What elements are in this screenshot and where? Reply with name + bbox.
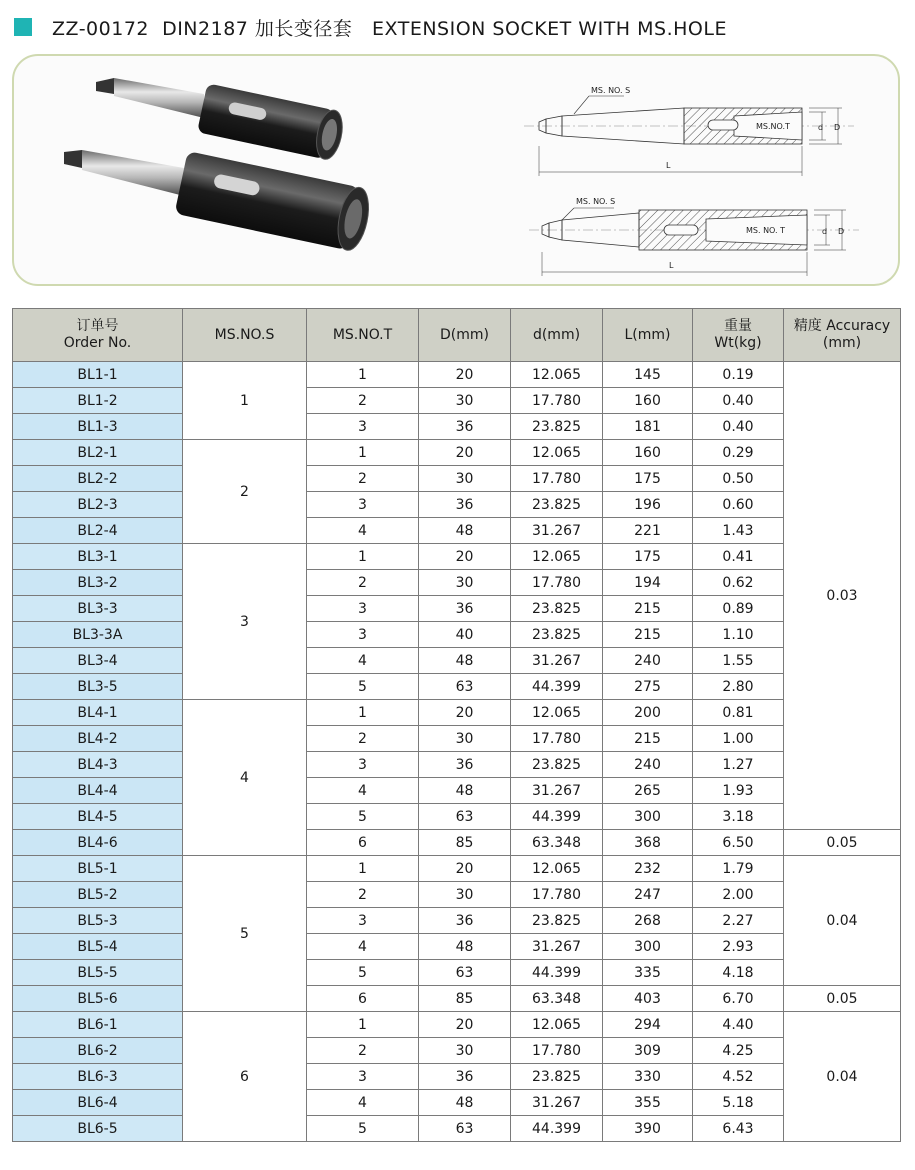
weight-cell: 4.40 [693, 1012, 784, 1038]
order-no-cell: BL6-4 [13, 1090, 183, 1116]
ms-t-cell: 4 [307, 648, 419, 674]
d-cell: 31.267 [511, 648, 603, 674]
D-cell: 48 [419, 648, 511, 674]
d-cell: 17.780 [511, 570, 603, 596]
header-order-no [13, 309, 183, 362]
ms-t-cell: 1 [307, 856, 419, 882]
d-cell: 12.065 [511, 700, 603, 726]
table-row [13, 986, 901, 1012]
ms-s-cell: 2 [183, 440, 307, 544]
order-no-cell: BL1-3 [13, 414, 183, 440]
weight-cell: 4.52 [693, 1064, 784, 1090]
accuracy-cell: 0.03 [784, 362, 901, 830]
weight-cell: 0.19 [693, 362, 784, 388]
L-cell: 355 [603, 1090, 693, 1116]
ms-t-cell: 1 [307, 362, 419, 388]
weight-cell: 0.41 [693, 544, 784, 570]
table-row [13, 1116, 901, 1142]
table-row [13, 1012, 901, 1038]
order-no-cell: BL4-1 [13, 700, 183, 726]
D-cell: 30 [419, 1038, 511, 1064]
L-cell: 181 [603, 414, 693, 440]
D-cell: 20 [419, 856, 511, 882]
D-cell: 85 [419, 986, 511, 1012]
D-cell: 63 [419, 804, 511, 830]
d-cell: 23.825 [511, 752, 603, 778]
table-row [13, 466, 901, 492]
table-row [13, 362, 901, 388]
weight-cell: 1.79 [693, 856, 784, 882]
order-no-cell: BL3-1 [13, 544, 183, 570]
d-cell: 63.348 [511, 830, 603, 856]
ms-t-cell: 3 [307, 622, 419, 648]
ms-t-cell: 4 [307, 1090, 419, 1116]
bottom-length-label: L [669, 261, 674, 270]
D-cell: 36 [419, 908, 511, 934]
weight-cell: 0.89 [693, 596, 784, 622]
page-title: ZZ-00172 DIN2187 加长变径套 EXTENSION SOCKET WITH MS.HOLE [52, 17, 727, 40]
ms-s-cell: 5 [183, 856, 307, 1012]
L-cell: 240 [603, 752, 693, 778]
small-socket-photo [96, 78, 346, 162]
weight-cell: 2.27 [693, 908, 784, 934]
D-cell: 36 [419, 596, 511, 622]
D-cell: 63 [419, 960, 511, 986]
L-cell: 390 [603, 1116, 693, 1142]
order-no-cell: BL5-2 [13, 882, 183, 908]
table-row [13, 778, 901, 804]
order-no-cell: BL3-4 [13, 648, 183, 674]
D-cell: 30 [419, 570, 511, 596]
weight-cell: 1.27 [693, 752, 784, 778]
accuracy-cell: 0.05 [784, 830, 901, 856]
order-no-cell: BL5-1 [13, 856, 183, 882]
weight-cell: 4.18 [693, 960, 784, 986]
weight-cell: 6.50 [693, 830, 784, 856]
d-cell: 12.065 [511, 1012, 603, 1038]
ms-t-cell: 6 [307, 830, 419, 856]
ms-t-cell: 3 [307, 908, 419, 934]
ms-t-cell: 2 [307, 466, 419, 492]
L-cell: 215 [603, 726, 693, 752]
table-row [13, 544, 901, 570]
D-cell: 63 [419, 674, 511, 700]
table-row [13, 1090, 901, 1116]
ms-t-cell: 5 [307, 804, 419, 830]
table-body [13, 362, 901, 1142]
weight-cell: 0.40 [693, 414, 784, 440]
D-cell: 30 [419, 726, 511, 752]
accuracy-cell: 0.05 [784, 986, 901, 1012]
order-no-cell: BL2-4 [13, 518, 183, 544]
L-cell: 309 [603, 1038, 693, 1064]
table-row [13, 622, 901, 648]
ms-t-cell: 2 [307, 726, 419, 752]
order-no-cell: BL6-2 [13, 1038, 183, 1064]
table-row [13, 934, 901, 960]
L-cell: 335 [603, 960, 693, 986]
ms-t-cell: 4 [307, 518, 419, 544]
d-cell: 31.267 [511, 1090, 603, 1116]
table-row [13, 648, 901, 674]
weight-cell: 0.62 [693, 570, 784, 596]
order-no-cell: BL3-3A [13, 622, 183, 648]
weight-cell: 2.00 [693, 882, 784, 908]
order-no-cell: BL3-2 [13, 570, 183, 596]
table-row [13, 726, 901, 752]
D-cell: 48 [419, 778, 511, 804]
L-cell: 300 [603, 934, 693, 960]
order-no-cell: BL2-3 [13, 492, 183, 518]
bottom-bore-label: MS. NO. T [746, 226, 785, 235]
top-D-label: D [834, 123, 841, 132]
ms-t-cell: 2 [307, 882, 419, 908]
ms-t-cell: 5 [307, 674, 419, 700]
order-no-cell: BL4-4 [13, 778, 183, 804]
table-row [13, 414, 901, 440]
d-cell: 23.825 [511, 414, 603, 440]
weight-cell: 4.25 [693, 1038, 784, 1064]
bottom-D-label: D [838, 227, 845, 236]
weight-cell: 1.00 [693, 726, 784, 752]
d-cell: 23.825 [511, 596, 603, 622]
D-cell: 63 [419, 1116, 511, 1142]
D-cell: 40 [419, 622, 511, 648]
d-cell: 17.780 [511, 882, 603, 908]
table-row [13, 908, 901, 934]
L-cell: 232 [603, 856, 693, 882]
L-cell: 145 [603, 362, 693, 388]
d-cell: 44.399 [511, 1116, 603, 1142]
D-cell: 36 [419, 414, 511, 440]
d-cell: 23.825 [511, 622, 603, 648]
L-cell: 175 [603, 544, 693, 570]
d-cell: 17.780 [511, 726, 603, 752]
header-weight [693, 309, 784, 362]
weight-cell: 1.55 [693, 648, 784, 674]
d-cell: 17.780 [511, 1038, 603, 1064]
table-row [13, 856, 901, 882]
d-cell: 12.065 [511, 362, 603, 388]
D-cell: 20 [419, 362, 511, 388]
d-cell: 23.825 [511, 492, 603, 518]
order-no-cell: BL1-2 [13, 388, 183, 414]
table-row [13, 752, 901, 778]
large-socket-photo [64, 150, 374, 253]
ms-t-cell: 4 [307, 934, 419, 960]
ms-t-cell: 2 [307, 570, 419, 596]
header-accuracy-en: (mm) [822, 335, 862, 351]
header-L: L(mm) [603, 309, 693, 362]
weight-cell: 2.93 [693, 934, 784, 960]
table-row [13, 518, 901, 544]
D-cell: 36 [419, 1064, 511, 1090]
d-cell: 17.780 [511, 466, 603, 492]
D-cell: 30 [419, 882, 511, 908]
ms-s-cell: 4 [183, 700, 307, 856]
ms-t-cell: 3 [307, 1064, 419, 1090]
header-order-cn: 订单号 [76, 318, 119, 334]
weight-cell: 1.43 [693, 518, 784, 544]
D-cell: 20 [419, 440, 511, 466]
ms-s-cell: 1 [183, 362, 307, 440]
ms-t-cell: 3 [307, 596, 419, 622]
d-cell: 12.065 [511, 440, 603, 466]
order-no-cell: BL3-3 [13, 596, 183, 622]
L-cell: 160 [603, 440, 693, 466]
d-cell: 12.065 [511, 544, 603, 570]
ms-t-cell: 2 [307, 1038, 419, 1064]
accuracy-cell: 0.04 [784, 1012, 901, 1142]
L-cell: 268 [603, 908, 693, 934]
technical-drawing-bottom [529, 197, 859, 276]
spec-table [12, 308, 901, 1142]
table-row [13, 570, 901, 596]
weight-cell: 0.50 [693, 466, 784, 492]
order-no-cell: BL6-1 [13, 1012, 183, 1038]
ms-s-cell: 3 [183, 544, 307, 700]
D-cell: 20 [419, 544, 511, 570]
D-cell: 36 [419, 492, 511, 518]
d-cell: 31.267 [511, 778, 603, 804]
header-D: D(mm) [419, 309, 511, 362]
table-row [13, 804, 901, 830]
order-no-cell: BL5-6 [13, 986, 183, 1012]
ms-t-cell: 6 [307, 986, 419, 1012]
weight-cell: 0.40 [693, 388, 784, 414]
order-no-cell: BL5-5 [13, 960, 183, 986]
L-cell: 247 [603, 882, 693, 908]
order-no-cell: BL4-2 [13, 726, 183, 752]
D-cell: 48 [419, 934, 511, 960]
weight-cell: 0.81 [693, 700, 784, 726]
D-cell: 20 [419, 1012, 511, 1038]
order-no-cell: BL1-1 [13, 362, 183, 388]
d-cell: 44.399 [511, 804, 603, 830]
order-no-cell: BL2-2 [13, 466, 183, 492]
ms-t-cell: 5 [307, 1116, 419, 1142]
ms-t-cell: 3 [307, 414, 419, 440]
table-row [13, 674, 901, 700]
d-cell: 44.399 [511, 674, 603, 700]
weight-cell: 1.93 [693, 778, 784, 804]
ms-t-cell: 3 [307, 752, 419, 778]
L-cell: 403 [603, 986, 693, 1012]
table-row [13, 1064, 901, 1090]
d-cell: 31.267 [511, 934, 603, 960]
table-row [13, 492, 901, 518]
table-row [13, 596, 901, 622]
L-cell: 240 [603, 648, 693, 674]
table-row [13, 440, 901, 466]
header-d: d(mm) [511, 309, 603, 362]
L-cell: 368 [603, 830, 693, 856]
D-cell: 48 [419, 518, 511, 544]
order-no-cell: BL4-6 [13, 830, 183, 856]
ms-t-cell: 3 [307, 492, 419, 518]
ms-t-cell: 1 [307, 440, 419, 466]
L-cell: 160 [603, 388, 693, 414]
weight-cell: 6.43 [693, 1116, 784, 1142]
order-no-cell: BL6-3 [13, 1064, 183, 1090]
header-order-en: Order No. [63, 335, 132, 351]
ms-t-cell: 1 [307, 1012, 419, 1038]
D-cell: 36 [419, 752, 511, 778]
D-cell: 30 [419, 388, 511, 414]
table-row [13, 388, 901, 414]
page-header [14, 12, 727, 42]
ms-t-cell: 4 [307, 778, 419, 804]
L-cell: 215 [603, 622, 693, 648]
D-cell: 48 [419, 1090, 511, 1116]
weight-cell: 1.10 [693, 622, 784, 648]
d-cell: 63.348 [511, 986, 603, 1012]
d-cell: 12.065 [511, 856, 603, 882]
top-length-label: L [666, 161, 671, 170]
table-row [13, 700, 901, 726]
L-cell: 300 [603, 804, 693, 830]
header-accuracy-cn: 精度 Accuracy [793, 318, 891, 334]
header-weight-cn: 重量 [724, 318, 752, 334]
table-row [13, 960, 901, 986]
table-header-row [13, 309, 901, 362]
ms-s-cell: 6 [183, 1012, 307, 1142]
weight-cell: 0.60 [693, 492, 784, 518]
weight-cell: 0.29 [693, 440, 784, 466]
weight-cell: 5.18 [693, 1090, 784, 1116]
L-cell: 275 [603, 674, 693, 700]
D-cell: 30 [419, 466, 511, 492]
table-row [13, 1038, 901, 1064]
order-no-cell: BL4-5 [13, 804, 183, 830]
weight-cell: 3.18 [693, 804, 784, 830]
ms-t-cell: 1 [307, 544, 419, 570]
ms-t-cell: 5 [307, 960, 419, 986]
L-cell: 194 [603, 570, 693, 596]
order-no-cell: BL5-3 [13, 908, 183, 934]
d-cell: 23.825 [511, 1064, 603, 1090]
title-marker-icon [14, 18, 32, 36]
L-cell: 294 [603, 1012, 693, 1038]
D-cell: 85 [419, 830, 511, 856]
order-no-cell: BL5-4 [13, 934, 183, 960]
top-bore-label: MS.NO.T [756, 122, 790, 131]
L-cell: 330 [603, 1064, 693, 1090]
d-cell: 44.399 [511, 960, 603, 986]
technical-drawing-top [524, 86, 854, 176]
ms-t-cell: 1 [307, 700, 419, 726]
D-cell: 20 [419, 700, 511, 726]
header-accuracy [784, 309, 901, 362]
accuracy-cell: 0.04 [784, 856, 901, 986]
order-no-cell: BL4-3 [13, 752, 183, 778]
order-no-cell: BL3-5 [13, 674, 183, 700]
ms-t-cell: 2 [307, 388, 419, 414]
bottom-taper-label: MS. NO. S [576, 197, 616, 206]
top-taper-label: MS. NO. S [591, 86, 631, 95]
weight-cell: 6.70 [693, 986, 784, 1012]
product-illustrations [14, 56, 898, 284]
L-cell: 215 [603, 596, 693, 622]
bottom-d-label: d [822, 227, 828, 236]
d-cell: 23.825 [511, 908, 603, 934]
header-ms-t: MS.NO.T [307, 309, 419, 362]
L-cell: 200 [603, 700, 693, 726]
header-ms-s: MS.NO.S [183, 309, 307, 362]
L-cell: 175 [603, 466, 693, 492]
L-cell: 265 [603, 778, 693, 804]
top-d-label: d [818, 123, 824, 132]
order-no-cell: BL2-1 [13, 440, 183, 466]
table-row [13, 882, 901, 908]
d-cell: 17.780 [511, 388, 603, 414]
d-cell: 31.267 [511, 518, 603, 544]
L-cell: 221 [603, 518, 693, 544]
table-row [13, 830, 901, 856]
order-no-cell: BL6-5 [13, 1116, 183, 1142]
weight-cell: 2.80 [693, 674, 784, 700]
header-weight-en: Wt(kg) [714, 335, 762, 351]
product-figure-panel [12, 54, 900, 286]
L-cell: 196 [603, 492, 693, 518]
